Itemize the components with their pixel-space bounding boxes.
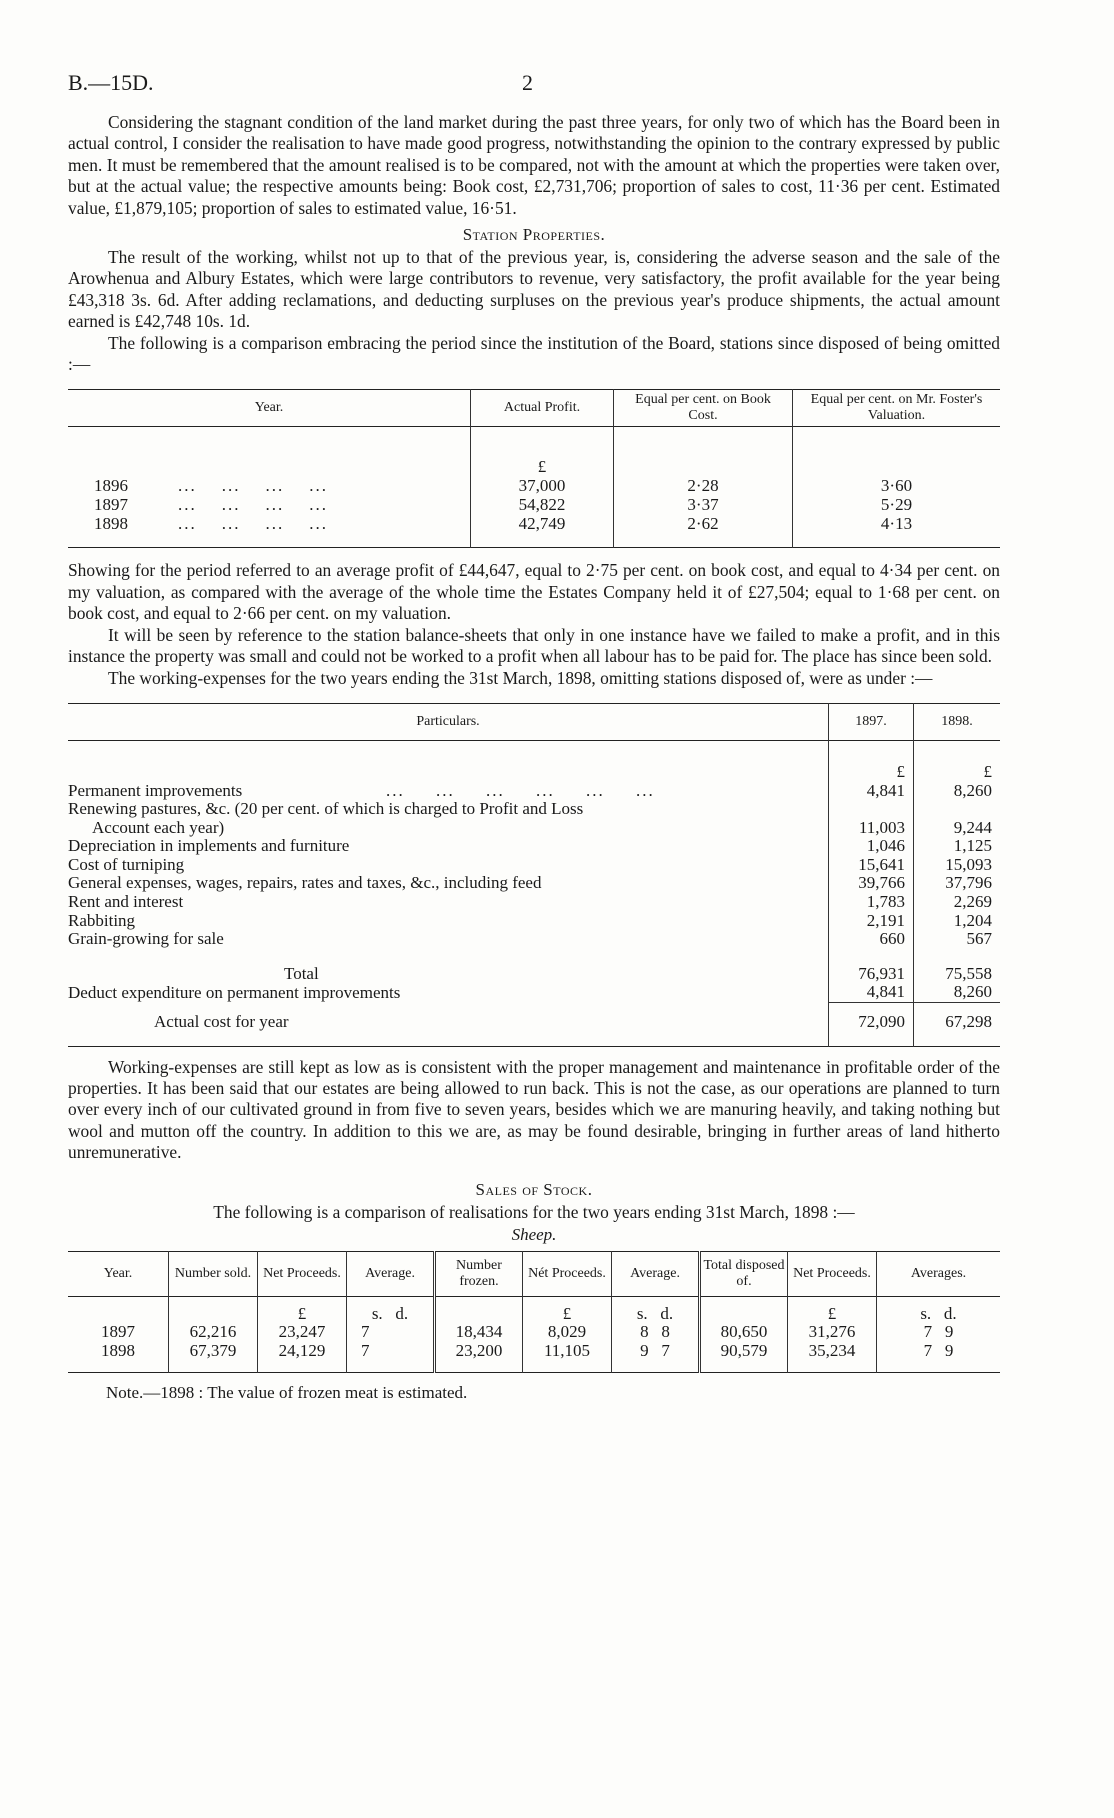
document-reference: B.—15D. — [68, 70, 154, 95]
row-valuation: 3·60 — [793, 476, 1001, 495]
table-row — [68, 1342, 1000, 1373]
sheep-sales-table — [68, 1251, 1000, 1374]
row-1898: 15,093 — [914, 856, 1001, 875]
row-valuation: 4·13 — [793, 514, 1001, 548]
row-total-disposed: 80,650 — [700, 1323, 788, 1342]
col-net-proceeds-total: Net Proceeds. — [788, 1251, 877, 1296]
row-year: 1898 — [101, 1340, 135, 1360]
col-net-proceeds-frozen: Nét Proceeds. — [523, 1251, 612, 1296]
paragraph-comparison-intro: The following is a comparison embracing the period since the institution of the Board, stations since disposed of being omitted :— — [68, 332, 1000, 375]
row-total-disposed: 90,579 — [700, 1342, 788, 1373]
row-1898: 1,125 — [914, 837, 1001, 856]
row-year: 1896 — [94, 476, 128, 496]
row-average: 7 — [347, 1342, 435, 1373]
table-row — [68, 893, 1000, 912]
table-row — [68, 912, 1000, 931]
row-1898: 8,260 — [914, 782, 1001, 801]
col-averages: Averages. — [877, 1251, 1001, 1296]
col-average-frozen: Average. — [612, 1251, 700, 1296]
row-average-frozen: 9 7 — [612, 1342, 700, 1373]
row-1897: 39,766 — [829, 874, 914, 893]
row-net-proceeds-frozen: 11,105 — [523, 1342, 612, 1373]
unit-pound: £ — [471, 427, 614, 477]
row-number-frozen: 18,434 — [435, 1323, 523, 1342]
row-year: 1897 — [101, 1322, 135, 1342]
table-row — [68, 1323, 1000, 1342]
row-1897: 660 — [829, 930, 914, 949]
row-valuation: 5·29 — [793, 495, 1001, 514]
col-particulars: Particulars. — [416, 713, 480, 729]
row-average: 7 — [347, 1323, 435, 1342]
paragraph-average-profit: Showing for the period referred to an average profit of £44,647, equal to 2·75 per cent. on book cost, and equal to 4·34 per cent. on my valuation, as compared with the average of the whole time the Estates Company held it of £27,504; equal to 1·68 per cent. on book cost, and equal to 2·66 per cent. on my valuation. — [68, 560, 1000, 624]
subheading-sheep: Sheep. — [511, 1224, 557, 1244]
row-year: 1898 — [94, 514, 128, 534]
unit-pound: £ — [829, 740, 914, 781]
row-1898: 567 — [914, 930, 1001, 949]
page-number: 2 — [522, 70, 533, 95]
row-1898: 2,269 — [914, 893, 1001, 912]
row-label: Permanent improvements — [68, 780, 243, 800]
col-number-frozen: Number frozen. — [435, 1251, 523, 1296]
actual-label: Actual cost for year — [154, 1011, 289, 1031]
row-number-frozen: 23,200 — [435, 1342, 523, 1373]
row-1897: 11,003 — [829, 819, 914, 838]
col-book-cost: Equal per cent. on Book Cost. — [614, 390, 793, 427]
row-label: Cost of turniping — [68, 854, 185, 874]
row-label: Depreciation in implements and furniture — [68, 836, 350, 856]
col-number-sold: Number sold. — [169, 1251, 258, 1296]
table-row — [68, 800, 1000, 819]
row-book: 2·28 — [614, 476, 793, 495]
table-row: 1897 ... ... ... ... 54,822 3·37 5·29 — [68, 495, 1000, 514]
working-expenses-table — [68, 703, 1000, 1047]
footnote: Note.—1898 : The value of frozen meat is estimated. — [106, 1383, 468, 1403]
row-averages: 7 9 — [877, 1342, 1001, 1373]
row-1897: 15,641 — [829, 856, 914, 875]
total-row — [68, 949, 1000, 984]
row-label: Rent and interest — [68, 892, 184, 912]
paragraph-expenses-intro: The working-expenses for the two years ending the 31st March, 1898, omitting stations disposed of, were as under :— — [108, 667, 933, 688]
row-number-sold: 62,216 — [169, 1323, 258, 1342]
row-net-proceeds-frozen: 8,029 — [523, 1323, 612, 1342]
unit-pound: £ — [258, 1296, 347, 1323]
paragraph-balance-sheets: It will be seen by reference to the station balance-sheets that only in one instance have we failed to make a profit, and in this instance the property was small and could not be worked to a profit when all labour has to be paid for. The place has since been sold. — [68, 624, 1000, 667]
table-row — [68, 874, 1000, 893]
row-label: Rabbiting — [68, 910, 136, 930]
row-profit: 42,749 — [471, 514, 614, 548]
paragraph-land-market: Considering the stagnant condition of the land market during the past three years, for only two of which has the Board been in actual control, I consider the realisation to have made good progress, notwithstanding the opinion to the contrary expressed by public men. It must be remembered that the amount realised is to be compared, not with the amount at which the properties were taken over, but at the actual value; the respective amounts being: Book cost, £2,731,706; proportion of sales to cost, 11·36 per cent. Estimated value, £1,879,105; proportion of sales to estimated value, 16·51. — [68, 112, 1000, 218]
page-header — [68, 70, 1000, 98]
unit-pound: £ — [914, 740, 1001, 781]
row-label: Renewing pastures, &c. (20 per cent. of which is charged to Profit and Loss — [68, 799, 584, 819]
row-net-proceeds: 23,247 — [258, 1323, 347, 1342]
row-average-frozen: 8 8 — [612, 1323, 700, 1342]
row-1898: 37,796 — [914, 874, 1001, 893]
col-1898: 1898. — [914, 703, 1001, 740]
row-1897: 1,046 — [829, 837, 914, 856]
row-averages: 7 9 — [877, 1323, 1001, 1342]
deduct-row — [68, 983, 1000, 1002]
paragraph-working-result: The result of the working, whilst not up to that of the previous year, is, considering the adverse season and the sale of the Arowhenua and Albury Estates, which were large contributors to revenue, very satisfactory, the profit available for the year being £43,318 3s. 6d. After adding reclamations, and deducting surpluses on the previous year's produce shipments, the actual amount earned is £42,748 10s. 1d. — [68, 247, 1000, 332]
deduct-1898: 8,260 — [914, 983, 1001, 1002]
table-row — [68, 930, 1000, 949]
unit-shillings-pence: s. d. — [612, 1296, 700, 1323]
row-net-proceeds-total: 31,276 — [788, 1323, 877, 1342]
row-profit: 54,822 — [471, 495, 614, 514]
table-row — [68, 856, 1000, 875]
row-1897: 4,841 — [829, 782, 914, 801]
actual-1897: 72,090 — [829, 1003, 914, 1047]
unit-pound: £ — [788, 1296, 877, 1323]
col-average: Average. — [347, 1251, 435, 1296]
total-1898: 75,558 — [914, 949, 1001, 984]
row-1897: 2,191 — [829, 912, 914, 931]
table-row: Permanent improvements ... ... ... ... ... ... 4,841 8,260 — [68, 782, 1000, 801]
row-net-proceeds: 24,129 — [258, 1342, 347, 1373]
heading-sales-of-stock: Sales of Stock. — [475, 1179, 593, 1199]
col-year: Year. — [103, 1265, 133, 1281]
col-actual-profit: Actual Profit. — [471, 390, 614, 427]
row-1898: 1,204 — [914, 912, 1001, 931]
unit-pound: £ — [523, 1296, 612, 1323]
paragraph-sales-intro: The following is a comparison of realisations for the two years ending 31st March, 1898 :— — [213, 1201, 855, 1222]
deduct-1897: 4,841 — [829, 983, 914, 1002]
row-label: General expenses, wages, repairs, rates and taxes, &c., including feed — [68, 873, 542, 893]
actual-row — [68, 1003, 1000, 1047]
row-year: 1897 — [94, 495, 128, 515]
col-valuation: Equal per cent. on Mr. Foster's Valuation. — [793, 390, 1001, 427]
row-1897: 1,783 — [829, 893, 914, 912]
actual-1898: 67,298 — [914, 1003, 1001, 1047]
table-row — [68, 837, 1000, 856]
row-number-sold: 67,379 — [169, 1342, 258, 1373]
document-page — [68, 70, 1000, 1403]
row-book: 2·62 — [614, 514, 793, 548]
station-profit-table — [68, 389, 1000, 548]
row-book: 3·37 — [614, 495, 793, 514]
row-profit: 37,000 — [471, 476, 614, 495]
heading-station-properties: Station Properties. — [462, 225, 606, 245]
row-label: Grain-growing for sale — [68, 929, 224, 949]
total-label: Total — [284, 963, 319, 983]
row-net-proceeds-total: 35,234 — [788, 1342, 877, 1373]
unit-shillings-pence: s. d. — [347, 1296, 435, 1323]
total-1897: 76,931 — [829, 949, 914, 984]
col-1897: 1897. — [829, 703, 914, 740]
col-year: Year. — [254, 400, 284, 416]
table-row: 1896 ... ... ... ... 37,000 2·28 3·60 — [68, 476, 1000, 495]
row-label-continued: Account each year) — [92, 817, 225, 837]
unit-shillings-pence: s. d. — [877, 1296, 1001, 1323]
deduct-label: Deduct expenditure on permanent improvements — [68, 982, 401, 1002]
paragraph-working-expenses: Working-expenses are still kept as low as is consistent with the proper management and maintenance in profitable order of the properties. It has been said that our estates are being allowed to run back. This is not the case, as our operations are planned to turn over every inch of our cultivated ground in from five to seven years, besides which we are manuring heavily, and taking nothing but wool and mutton off the country. In addition to this we are, as may be found desirable, bringing in further areas of land hitherto unremunerative. — [68, 1056, 1000, 1163]
row-1898: 9,244 — [914, 819, 1001, 838]
col-net-proceeds: Net Proceeds. — [258, 1251, 347, 1296]
table-row — [68, 819, 1000, 838]
col-total-disposed: Total disposed of. — [700, 1251, 788, 1296]
table-row: 1898 ... ... ... ... 42,749 2·62 4·13 — [68, 514, 1000, 548]
